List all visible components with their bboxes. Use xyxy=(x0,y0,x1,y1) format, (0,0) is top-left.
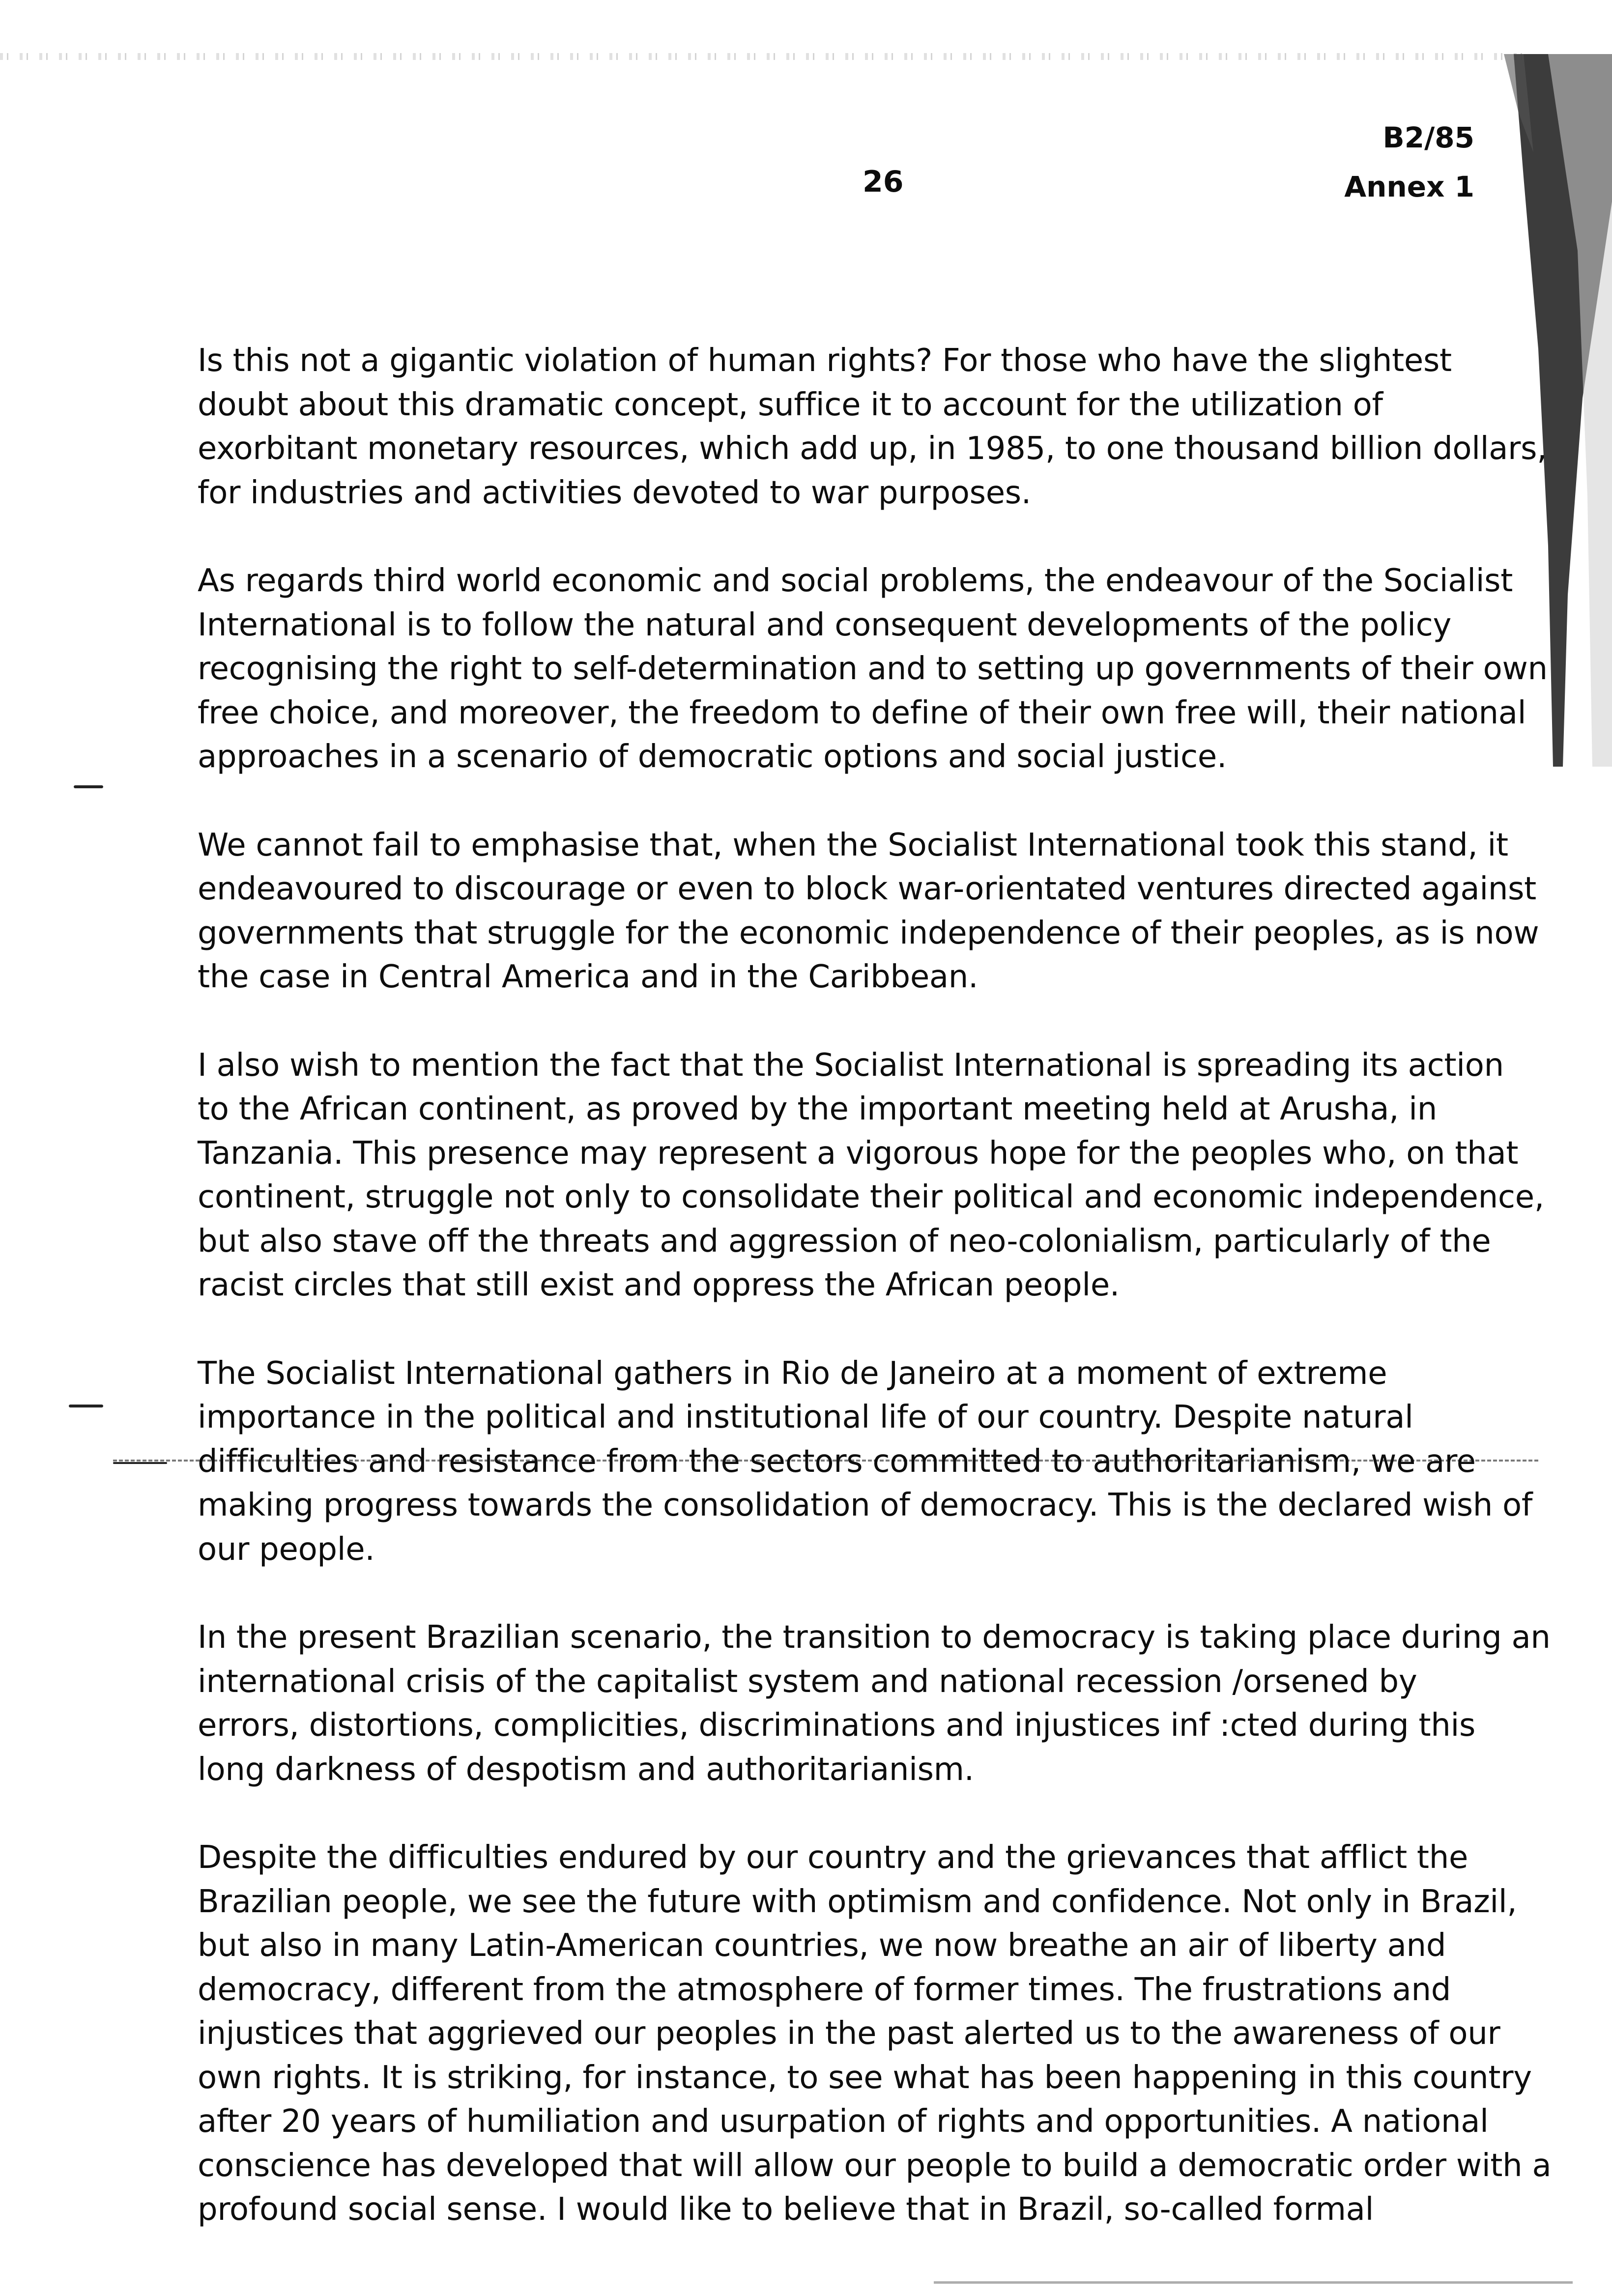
page-number: 26 xyxy=(863,165,904,199)
body-text xyxy=(198,339,1569,2276)
text-line: recognising the right to self-determination and to setting up governments of their own xyxy=(198,651,1548,687)
paragraph xyxy=(198,824,1569,1000)
text-line: Brazilian people, we see the future with optimism and confidence. Not only in Brazil, xyxy=(198,1883,1517,1920)
text-line: free choice, and moreover, the freedom to define of their own free will, their national xyxy=(198,694,1526,731)
text-line: difficulties and resistance from the sectors committed to authoritarianism, we are xyxy=(198,1443,1476,1480)
text-line: Tanzania. This presence may represent a vigorous hope for the peoples who, on that xyxy=(198,1135,1519,1172)
text-line: to the African continent, as proved by the important meeting held at Arusha, in xyxy=(198,1091,1437,1127)
text-line: Is this not a gigantic violation of human rights? For those who have the slightest xyxy=(198,343,1452,379)
text-line: after 20 years of humiliation and usurpation of rights and opportunities. A national xyxy=(198,2103,1489,2140)
text-line: profound social sense. I would like to believe that in Brazil, so-called formal xyxy=(198,2191,1374,2228)
paragraph xyxy=(198,339,1569,515)
scan-edge-artifact xyxy=(0,53,1524,60)
text-line: but also in many Latin-American countries, we now breathe an air of liberty and xyxy=(198,1927,1446,1964)
paragraph xyxy=(198,559,1569,779)
text-line: approaches in a scenario of democratic options and social justice. xyxy=(198,739,1227,775)
doc-ref-code: B2/85 xyxy=(1382,121,1474,154)
text-line: Despite the difficulties endured by our country and the grievances that afflict the xyxy=(198,1839,1468,1876)
paragraph xyxy=(198,1352,1569,1572)
scan-edge-artifact xyxy=(934,2281,1573,2284)
annex-label: Annex 1 xyxy=(1344,170,1474,203)
document-reference xyxy=(1344,113,1474,211)
text-line: the case in Central America and in the Caribbean. xyxy=(198,959,979,995)
text-line: own rights. It is striking, for instance, to see what has been happening in this country xyxy=(198,2059,1532,2096)
paragraph xyxy=(198,1836,1569,2232)
text-line: governments that struggle for the economic independence of their peoples, as is now xyxy=(198,915,1539,951)
text-line: injustices that aggrieved our peoples in the past alerted us to the awareness of our xyxy=(198,2015,1500,2052)
text-line: endeavoured to discourage or even to block war-orientated ventures directed against xyxy=(198,871,1536,907)
text-line: making progress towards the consolidation of democracy. This is the declared wish of xyxy=(198,1487,1533,1523)
text-line: As regards third world economic and social problems, the endeavour of the Socialist xyxy=(198,563,1513,599)
text-line: racist circles that still exist and oppress the African people. xyxy=(198,1267,1120,1303)
text-line: doubt about this dramatic concept, suffice it to account for the utilization of xyxy=(198,386,1383,423)
text-line: errors, distortions, complicities, discriminations and injustices inf :cted during this xyxy=(198,1707,1476,1744)
text-line: continent, struggle not only to consolidate their political and economic independence, xyxy=(198,1179,1544,1215)
text-line: international crisis of the capitalist system and national recession /orsened by xyxy=(198,1663,1417,1700)
text-line: our people. xyxy=(198,1531,375,1568)
margin-mark xyxy=(69,1405,103,1407)
margin-mark xyxy=(74,785,103,788)
text-line: The Socialist International gathers in Rio de Janeiro at a moment of extreme xyxy=(198,1355,1387,1392)
text-line: conscience has developed that will allow our people to build a democratic order with a xyxy=(198,2147,1552,2184)
text-line: importance in the political and institutional life of our country. Despite natural xyxy=(198,1399,1413,1435)
text-line: exorbitant monetary resources, which add up, in 1985, to one thousand billion dollars, xyxy=(198,430,1547,467)
text-line: We cannot fail to emphasise that, when the Socialist International took this stand, it xyxy=(198,827,1508,863)
text-line: International is to follow the natural and consequent developments of the policy xyxy=(198,606,1452,643)
text-line: long darkness of despotism and authoritarianism. xyxy=(198,1751,974,1788)
paragraph xyxy=(198,1616,1569,1792)
text-line: but also stave off the threats and aggression of neo-colonialism, particularly of the xyxy=(198,1223,1491,1260)
text-line: democracy, different from the atmosphere of former times. The frustrations and xyxy=(198,1971,1451,2008)
text-line: I also wish to mention the fact that the Socialist International is spreading its action xyxy=(198,1047,1504,1084)
text-line: for industries and activities devoted to war purposes. xyxy=(198,474,1031,511)
paragraph xyxy=(198,1044,1569,1308)
text-line: In the present Brazilian scenario, the transition to democracy is taking place during an xyxy=(198,1619,1551,1656)
